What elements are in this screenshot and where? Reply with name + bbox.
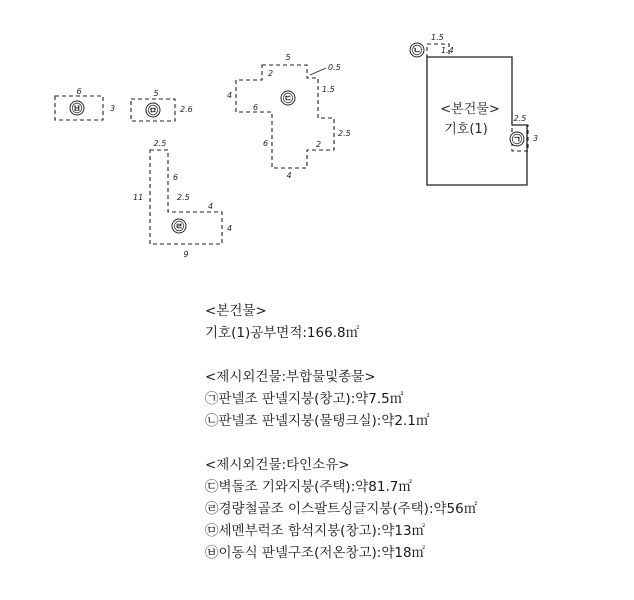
legend-annex-item: ㉠판넬조 판넬지붕(창고):약7.5㎡ xyxy=(205,391,404,407)
digeut-top-dim: 5 xyxy=(285,53,291,62)
digeut-a-dim: 2 xyxy=(268,69,274,78)
digeut-bottom-dim: 4 xyxy=(286,171,292,180)
digeut-step-dim: 2 xyxy=(316,140,322,149)
building-giyeok xyxy=(510,114,538,151)
bieup-marker: ㉥ xyxy=(72,104,82,115)
legend-main-area: 기호(1)공부면적:166.8㎡ xyxy=(205,325,360,341)
nieun-height-dim: 1.4 xyxy=(441,46,454,55)
nieun-marker: ㉡ xyxy=(412,46,422,57)
digeut-c-dim: 1.5 xyxy=(322,85,335,94)
legend-other-header: <제시외건물:타인소유> xyxy=(205,457,350,473)
bieup-height-dim: 3 xyxy=(110,104,116,113)
main-building-label: <본건물> xyxy=(440,102,500,117)
bieup-width-dim: 6 xyxy=(76,87,82,96)
building-mieum xyxy=(131,89,193,121)
building-digeut xyxy=(227,53,351,180)
mieum-width-dim: 5 xyxy=(153,89,159,98)
digeut-left-dim: 4 xyxy=(227,91,233,100)
digeut-stem-dim: 6 xyxy=(263,139,269,148)
rieul-bottom-dim: 9 xyxy=(183,250,189,259)
legend-other-item: ㉥이동식 판넬구조(저온창고):약18㎡ xyxy=(205,545,426,561)
rieul-left-dim: 11 xyxy=(133,193,144,202)
giyeok-width-dim: 2.5 xyxy=(513,114,527,123)
rieul-right-dim: 4 xyxy=(227,224,233,233)
main-building-symbol: 기호(1) xyxy=(444,122,488,137)
digeut-inner-dim: 6 xyxy=(253,103,259,112)
giyeok-height-dim: 3 xyxy=(533,134,539,143)
nieun-width-dim: 1.5 xyxy=(431,33,444,42)
main-building-outline xyxy=(427,57,527,185)
legend-other-item: ㉣경량철골조 이스팔트싱글지붕(주택):약56㎡ xyxy=(205,501,478,517)
building-legend xyxy=(205,300,625,564)
rieul-step-v-dim: 2.5 xyxy=(177,193,190,202)
digeut-outline xyxy=(236,65,334,168)
building-bieup xyxy=(55,87,115,120)
mieum-height-dim: 2.6 xyxy=(180,105,193,114)
rieul-top-dim: 2.5 xyxy=(153,139,167,148)
legend-other-item: ㉤세멘부럭조 함석지붕(창고):약13㎡ xyxy=(205,523,426,539)
legend-annex-item: ㉡판넬조 판넬지붕(물탱크실):약2.1㎡ xyxy=(205,413,430,429)
mieum-marker: ㉤ xyxy=(148,106,158,117)
building-rieul xyxy=(133,139,232,259)
giyeok-marker: ㉠ xyxy=(512,135,522,146)
building-sketch xyxy=(0,0,634,290)
main-building xyxy=(427,57,527,185)
rieul-stem-dim: 6 xyxy=(173,173,179,182)
digeut-b-dim: 0.5 xyxy=(328,63,341,72)
building-nieun xyxy=(410,33,454,57)
digeut-marker: ㉢ xyxy=(283,94,293,105)
rieul-marker: ㉣ xyxy=(174,222,184,233)
rieul-step-h-dim: 4 xyxy=(208,202,214,211)
legend-annex-header: <제시외건물:부합물및종물> xyxy=(205,369,376,385)
digeut-right-dim: 2.5 xyxy=(338,129,351,138)
legend-other-item: ㉢벽돌조 기와지붕(주택):약81.7㎡ xyxy=(205,479,412,495)
legend-main-header: <본건물> xyxy=(205,303,267,319)
